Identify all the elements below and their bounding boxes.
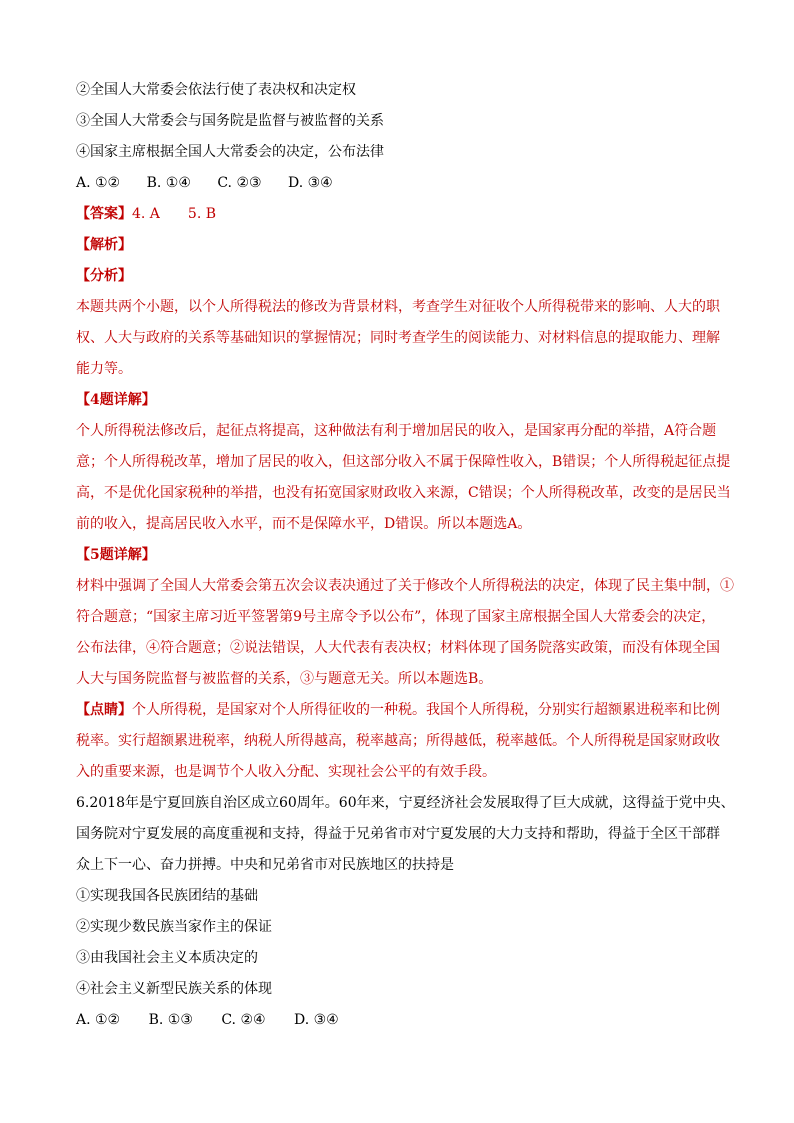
answer-text: 4. A 5. B: [132, 206, 217, 222]
q6-statement-2: ②实现少数民族当家作主的保证: [76, 919, 272, 935]
q5-detail-line: 公布法律，④符合题意；②说法错误，人大代表有表决权；材料体现了国务院落实政策，而没有体现全国: [76, 640, 720, 656]
q5-options: [76, 173, 355, 193]
q5-detail-line1-mark: ①: [720, 578, 734, 594]
q5-detail-line1-text: 材料中强调了全国人大常委会第五次会议表决通过了关于修改个人所得税法的决定，体现了民主集中制，: [76, 578, 720, 594]
q6-option-a: A. ①②: [76, 1012, 121, 1028]
fenxi-line: 本题共两个小题，以个人所得税法的修改为背景材料，考查学生对征收个人所得税带来的影响、人大的职: [76, 299, 720, 315]
fenxi-label: 【分析】: [76, 268, 132, 284]
q5-option-b: B. ①④: [146, 175, 191, 191]
dianjing-line: 入的重要来源，也是调节个人收入分配、实现社会公平的有效手段。: [76, 764, 496, 780]
q6-statement-4: ④社会主义新型民族关系的体现: [76, 981, 272, 997]
answer-label: 【答案】: [76, 206, 132, 222]
q6-statement-3: ③由我国社会主义本质决定的: [76, 950, 258, 966]
dianjing-text: 个人所得税，是国家对个人所得征收的一种税。我国个人所得税，分别实行超额累进税率和比例: [132, 702, 720, 718]
q6-option-b: B. ①③: [148, 1012, 193, 1028]
q4-detail-line: 高，不是优化国家税种的举措，也没有拓宽国家财政收入来源，C错误；个人所得税改革，改变的是居民当: [76, 485, 731, 501]
q5-option-c: C. ②③: [217, 175, 262, 191]
dianjing-line: [76, 700, 720, 720]
q5-option-a: A. ①②: [76, 175, 121, 191]
fenxi-line: 能力等。: [76, 361, 132, 377]
q6-option-c: C. ②④: [221, 1012, 266, 1028]
q6-stem-line: 6.2018年是宁夏回族自治区成立60周年。60年来，宁夏经济社会发展取得了巨大成就，这得益于党中央、: [76, 795, 735, 811]
q5-detail-line: 符合题意；“国家主席习近平签署第9号主席令予以公布”，体现了国家主席根据全国人大常委会的决定，: [76, 609, 716, 625]
q6-statement-1: ①实现我国各民族团结的基础: [76, 888, 258, 904]
q4-detail-line: 意；个人所得税改革，增加了居民的收入，但这部分收入不属于保障性收入，B错误；个人所得税起征点提: [76, 454, 731, 470]
q6-option-d: D. ③④: [294, 1012, 339, 1028]
dianjing-label: 【点睛】: [76, 702, 132, 718]
answer-line: [76, 204, 216, 224]
q5-statement-2: ②全国人大常委会依法行使了表决权和决定权: [76, 82, 356, 98]
q5-detail-line: [76, 576, 734, 596]
q5-option-d: D. ③④: [288, 175, 333, 191]
q4-detail-line: 前的收入，提高居民收入水平，而不是保障水平，D错误。所以本题选A。: [76, 516, 532, 532]
q5-statement-4: ④国家主席根据全国人大常委会的决定，公布法律: [76, 144, 384, 160]
q5-detail-label: 【5题详解】: [76, 547, 156, 563]
q4-detail-label: 【4题详解】: [76, 392, 156, 408]
q5-detail-line: 人大与国务院监督与被监督的关系，③与题意无关。所以本题选B。: [76, 671, 493, 687]
jiexi-label: 【解析】: [76, 237, 132, 253]
q5-statement-3: ③全国人大常委会与国务院是监督与被监督的关系: [76, 113, 384, 129]
q6-options: [76, 1010, 363, 1030]
q6-stem-line: 众上下一心、奋力拼搏。中央和兄弟省市对民族地区的扶持是: [76, 857, 454, 873]
fenxi-line: 权、人大与政府的关系等基础知识的掌握情况；同时考查学生的阅读能力、对材料信息的提取能力、理解: [76, 330, 720, 346]
q6-stem-line: 国务院对宁夏发展的高度重视和支持，得益于兄弟省市对宁夏发展的大力支持和帮助，得益于全区干部群: [76, 826, 720, 842]
q4-detail-line: 个人所得税法修改后，起征点将提高，这种做法有利于增加居民的收入，是国家再分配的举措，A符合题: [76, 423, 717, 439]
dianjing-line: 税率。实行超额累进税率，纳税人所得越高，税率越高；所得越低，税率越低。个人所得税是国家财政收: [76, 733, 720, 749]
